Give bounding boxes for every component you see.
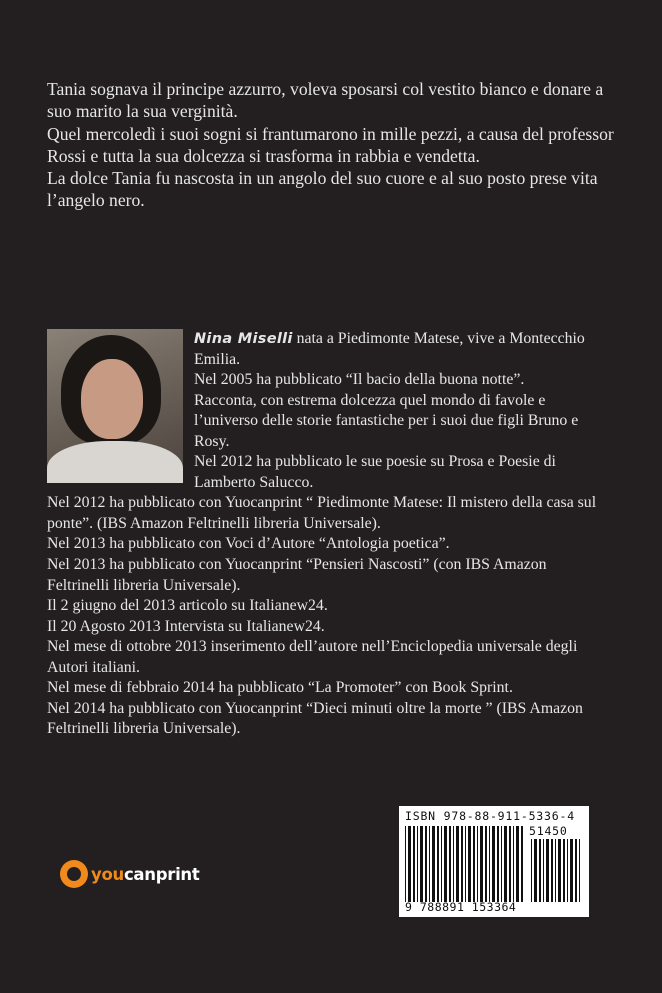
barcode-bars bbox=[405, 826, 523, 902]
bio-line: Nel 2014 ha pubblicato con Yuocanprint “Dieci minuti oltre la morte ” (IBS Amazon Feltrinelli libreria Universale). bbox=[47, 699, 583, 738]
barcode-addon-bars bbox=[531, 839, 583, 902]
bio-line: Nel mese di febbraio 2014 ha pubblicato “La Promoter” con Book Sprint. bbox=[47, 679, 513, 697]
publisher-logo-text bbox=[91, 865, 199, 884]
bio-line: Il 20 Agosto 2013 Intervista su Italianew24. bbox=[47, 617, 325, 635]
bio-line: Nel 2005 ha pubblicato “Il bacio della buona notte”. bbox=[194, 371, 525, 389]
bio-line: Nel mese di ottobre 2013 inserimento dell’autore nell’Enciclopedia universale degli Autori italiani. bbox=[47, 638, 578, 676]
logo-prefix: you bbox=[91, 864, 124, 884]
author-name: Nina Miselli bbox=[194, 331, 293, 347]
author-bio bbox=[47, 329, 597, 740]
bio-line: Nel 2012 ha pubblicato con Yuocanprint “ Piedimonte Matese: Il mistero della casa sul ponte”. (IBS Amazon Feltrinelli libreria Universale). bbox=[47, 494, 597, 532]
bio-line: Nel 2013 ha pubblicato con Yuocanprint “Pensieri Nascosti” (con IBS Amazon Feltrinelli libreria Universale). bbox=[47, 556, 547, 594]
isbn-label: ISBN 978-88-911-5336-4 bbox=[405, 809, 575, 823]
bio-line: Nel 2012 ha pubblicato le sue poesie su Prosa e Poesie di Lamberto Salucco. bbox=[194, 453, 556, 491]
blurb-paragraph: Tania sognava il principe azzurro, voleva sposarsi col vestito bianco e donare a suo marito la sua verginità. bbox=[47, 79, 604, 122]
blurb-paragraph: Quel mercoledì i suoi sogni si frantumarono in mille pezzi, a causa del professor Rossi e tutta la sua dolcezza si trasforma in rabbia e vendetta. bbox=[47, 123, 614, 166]
blurb-paragraph: La dolce Tania fu nascosta in un angolo del suo cuore e al suo posto prese vita l’angelo nero. bbox=[47, 168, 598, 211]
ean-digits: 9 788891 153364 bbox=[405, 900, 517, 914]
publisher-logo bbox=[60, 857, 200, 891]
youcanprint-logo-icon bbox=[60, 860, 88, 888]
isbn-barcode bbox=[399, 806, 589, 917]
author-intro-text: nata a Piedimonte Matese, vive a Montecchio Emilia. bbox=[194, 330, 585, 368]
logo-suffix: canprint bbox=[123, 864, 200, 884]
bio-line: Il 2 giugno del 2013 articolo su Italianew24. bbox=[47, 597, 328, 615]
bio-line: Racconta, con estrema dolcezza quel mondo di favole e l’universo delle storie fantastiche per i suoi due figli Bruno e Rosy. bbox=[194, 391, 579, 450]
bio-line: Nel 2013 ha pubblicato con Voci d’Autore “Antologia poetica”. bbox=[47, 535, 450, 553]
back-cover-blurb bbox=[47, 78, 622, 212]
price-code: 51450 bbox=[529, 824, 568, 838]
